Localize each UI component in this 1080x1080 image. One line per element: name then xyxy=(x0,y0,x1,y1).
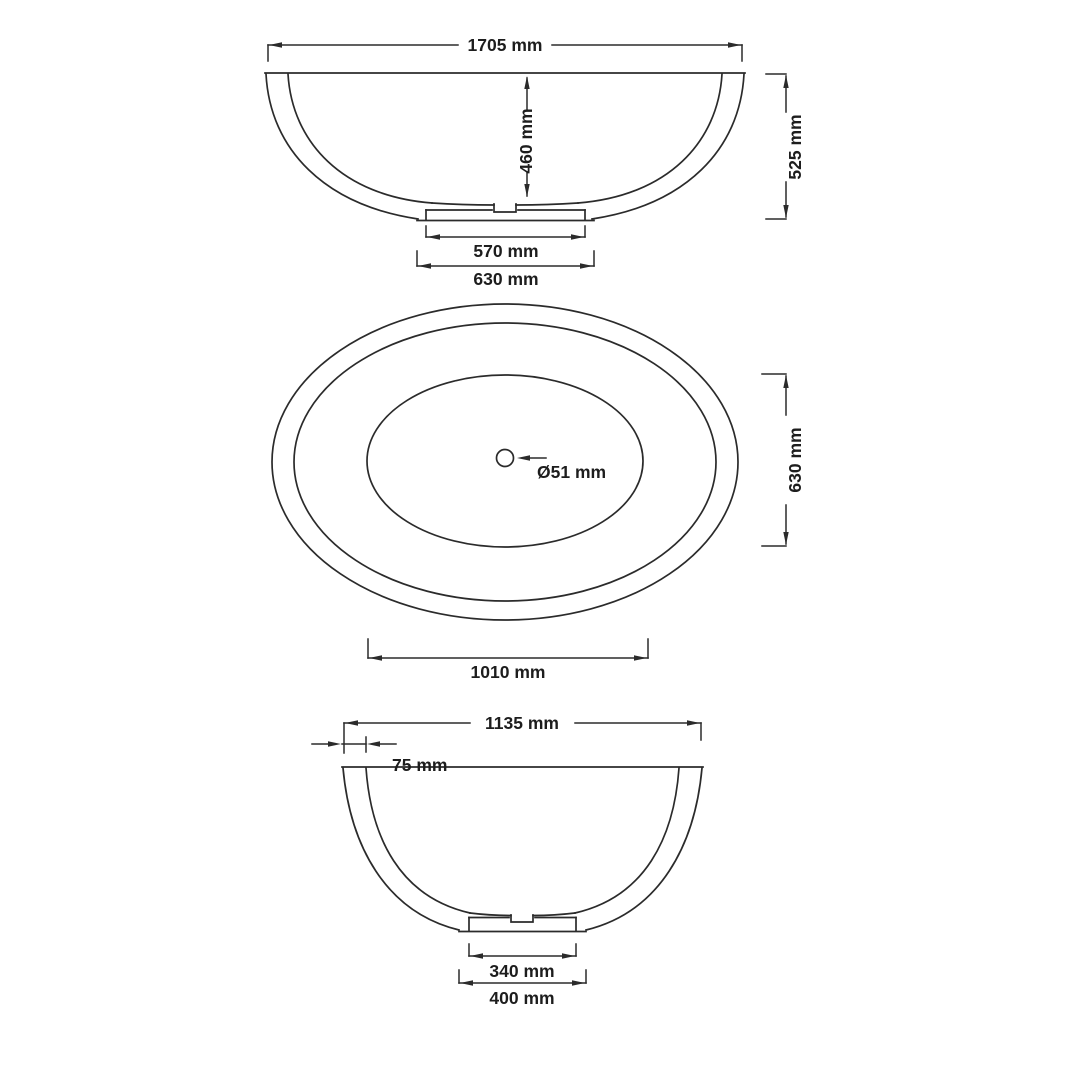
dim-label-side-inner-depth: 460 mm xyxy=(516,108,536,174)
plan-inner-rim-ellipse xyxy=(294,323,716,601)
side-drain-recess xyxy=(494,204,516,212)
arrowhead-right xyxy=(571,234,584,239)
side-inner-bottom-left xyxy=(432,203,494,205)
dim-label-side-base-bottom: 630 mm xyxy=(473,269,539,289)
arrowhead-left xyxy=(369,655,382,660)
side-inner-wall-left xyxy=(288,74,432,203)
dim-label-plan-basin-width: 630 mm xyxy=(785,427,805,493)
arrowhead-left xyxy=(427,234,440,239)
end-inner-bottom-right xyxy=(533,913,575,916)
dim-extension-ticks xyxy=(426,226,585,237)
plan-view-outline xyxy=(272,304,738,620)
end-base-sides xyxy=(469,918,576,932)
dim-label-end-overall-width: 1135 mm xyxy=(485,713,559,733)
arrowhead-left xyxy=(460,980,473,985)
plan-outer-rim-ellipse xyxy=(272,304,738,620)
arrowhead-up xyxy=(783,75,788,88)
side-elevation-outline xyxy=(265,73,745,221)
end-elevation-outline xyxy=(342,767,703,932)
arrowhead-left xyxy=(470,953,483,958)
arrowhead-up xyxy=(524,76,529,89)
arrowhead-left xyxy=(418,263,431,268)
side-inner-bottom-right xyxy=(516,203,578,205)
dim-extension-ticks xyxy=(368,639,648,658)
end-inner-wall-left xyxy=(366,768,470,913)
dim-extension-ticks xyxy=(766,74,786,219)
dim-label-plan-basin-length: 1010 mm xyxy=(470,662,546,682)
dim-label-side-overall-height: 525 mm xyxy=(785,114,805,180)
dim-label-end-base-bottom: 400 mm xyxy=(489,988,555,1008)
arrowhead-left xyxy=(367,741,380,746)
side-inner-wall-right xyxy=(578,74,722,203)
dim-label-end-base-top: 340 mm xyxy=(489,961,555,981)
arrowhead-down xyxy=(524,184,529,197)
dim-label-side-base-top: 570 mm xyxy=(473,241,539,261)
arrowhead-right xyxy=(634,655,647,660)
dim-extension-ticks xyxy=(469,944,576,956)
end-outer-wall-left xyxy=(343,768,459,930)
arrowhead-right xyxy=(687,720,700,725)
plan-basin-ellipse xyxy=(367,375,643,547)
arrowhead-right xyxy=(572,980,585,985)
end-drain-recess xyxy=(511,915,533,922)
arrowhead-right xyxy=(580,263,593,268)
callout-drain-diameter xyxy=(517,455,606,482)
arrowhead-left xyxy=(345,720,358,725)
dim-plan-basin-width xyxy=(762,374,805,546)
plan-drain-hole xyxy=(497,450,514,467)
dim-side-base-top xyxy=(426,226,585,261)
dim-end-base-top xyxy=(469,944,576,981)
arrowhead-down xyxy=(783,532,788,545)
end-inner-wall-right xyxy=(575,768,679,913)
end-outer-wall-right xyxy=(586,768,702,930)
dim-plan-basin-length xyxy=(368,639,648,682)
dim-end-rim-width xyxy=(312,737,447,775)
dim-label-drain-diameter: Ø51 mm xyxy=(537,462,607,482)
arrowhead-right xyxy=(562,953,575,958)
dim-label-side-overall-length: 1705 mm xyxy=(467,35,543,55)
dim-end-overall-width xyxy=(344,713,701,753)
arrowhead-right xyxy=(728,42,741,47)
arrowhead-right xyxy=(328,741,341,746)
arrowhead-left xyxy=(269,42,282,47)
dim-label-end-rim-width: 75 mm xyxy=(392,755,448,775)
dim-extension-ticks xyxy=(762,374,786,546)
dim-side-overall-length xyxy=(268,35,742,61)
dim-side-overall-height xyxy=(766,74,805,219)
end-inner-bottom-left xyxy=(470,913,511,916)
arrowhead-up xyxy=(783,375,788,388)
arrowhead-left xyxy=(517,455,530,460)
dim-side-inner-depth xyxy=(516,76,536,197)
arrowhead-down xyxy=(783,205,788,218)
